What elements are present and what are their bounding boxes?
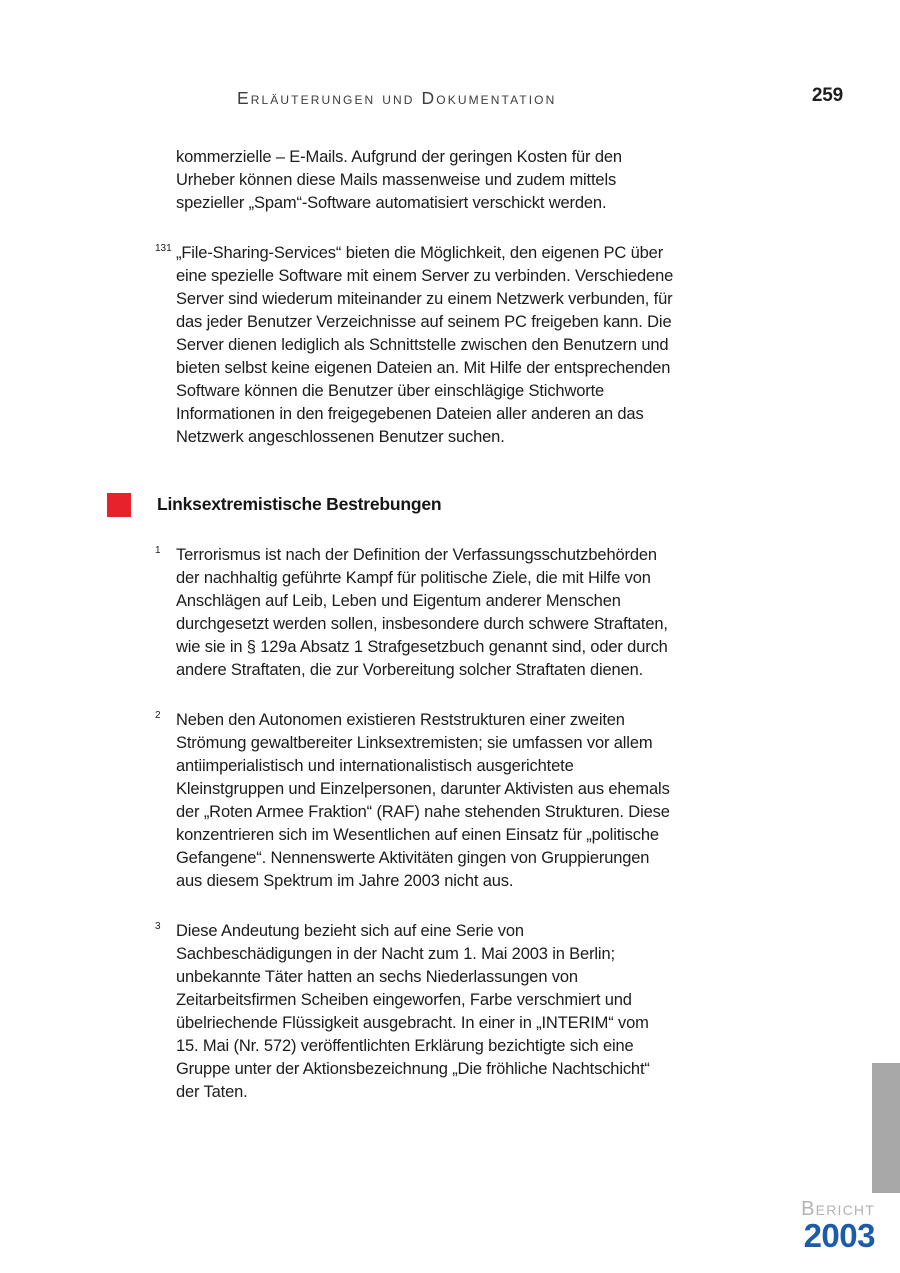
running-head-title: Erläuterungen und Dokumentation <box>237 88 557 108</box>
footnote-text: Diese Andeutung bezieht sich auf eine Serie von Sachbeschädigungen in der Nacht zum 1. Mai 2003 in Berlin; unbekannte Täter hatten an sechs Niederlassungen von Zeitarbeitsfirmen Scheiben eingeworfen, Farbe verschmiert und übelriechende Flüssigkeit ausgebracht. In einer in „INTERIM“ vom 15. Mai (Nr. 572) veröffentlichten Erklärung bezichtigte sich eine Gruppe unter der Aktionsbezeichnung „Die fröhliche Nachtschicht“ der Taten. <box>176 922 650 1101</box>
footnote-text: Neben den Autonomen existieren Reststrukturen einer zweiten Strömung gewaltbereiter Linksextremisten; sie umfassen vor allem antiimperialistisch und internationalistisch ausgerichtete Kleinstgruppen und Einzelpersonen, darunter Aktivisten aus ehemals der „Roten Armee Fraktion“ (RAF) nahe stehenden Strukturen. Diese konzentrieren sich im Wesentlichen auf einen Einsatz für „politische Gefangene“. Nennenswerte Aktivitäten gingen von Gruppierungen aus diesem Spektrum im Jahre 2003 nicht aus. <box>176 711 670 890</box>
footnote <box>155 242 675 449</box>
footnote-marker: 3 <box>155 921 161 932</box>
section-heading: Linksextremistische Bestrebungen <box>157 494 442 514</box>
footnote-text: „File-Sharing-Services“ bieten die Möglichkeit, den eigenen PC über eine spezielle Software mit einem Server zu verbinden. Verschiedene Server sind wiederum miteinander zu einem Netzwerk verbunden, für das jeder Benutzer Verzeichnisse auf seinem PC freigeben kann. Die Server dienen lediglich als Schnittstelle zwischen den Benutzern und bieten selbst keine eigenen Dateien an. Mit Hilfe der entsprechenden Software können die Benutzer über einschlägige Stichworte Informationen in den freigegebenen Dateien aller anderen an das Netzwerk angeschlossenen Benutzer suchen. <box>176 244 674 446</box>
red-square-section-marker-icon <box>107 493 131 517</box>
report-year: 2003 <box>803 1217 875 1254</box>
page-edge-tab <box>872 1063 900 1193</box>
footnote-text: Terrorismus ist nach der Definition der Verfassungsschutzbehörden der nachhaltig geführte Kampf für politische Ziele, die mit Hilfe von Anschlägen auf Leib, Leben und Eigentum anderer Menschen durchgesetzt werden sollen, insbesondere durch schwere Straftaten, wie sie in § 129a Absatz 1 Strafgesetzbuch genannt sind, oder durch andere Straftaten, die zur Vorbereitung solcher Straftaten dienen. <box>176 546 668 679</box>
footnote <box>155 709 675 893</box>
footnote-marker: 1 <box>155 545 161 556</box>
text-column <box>155 146 675 1131</box>
page-number: 259 <box>811 85 843 106</box>
intro-paragraph: kommerzielle – E-Mails. Aufgrund der geringen Kosten für den Urheber können diese Mails massenweise und zudem mittels spezieller „Spam“-Software automatisiert verschickt werden. <box>176 148 622 212</box>
footer-brand <box>801 1198 875 1254</box>
footnote-marker: 2 <box>155 710 161 721</box>
section-heading-row <box>107 492 675 517</box>
footnote <box>155 544 675 682</box>
footnote-marker: 131 <box>155 243 172 254</box>
report-label: Bericht <box>801 1198 875 1220</box>
footnote <box>155 920 675 1104</box>
